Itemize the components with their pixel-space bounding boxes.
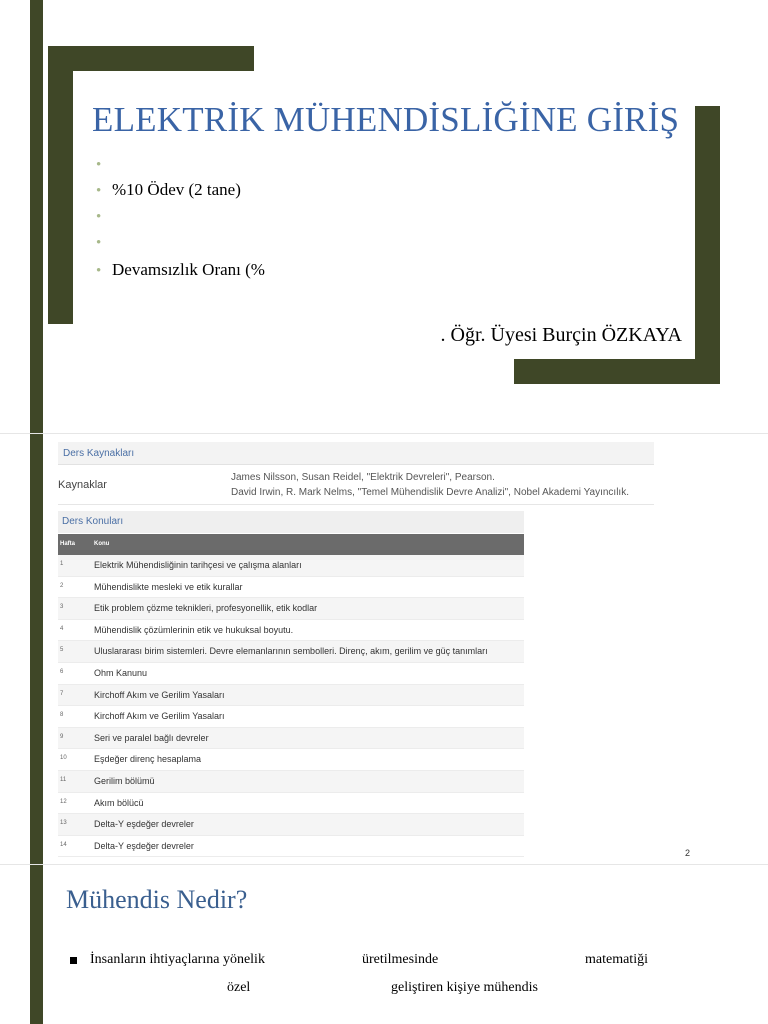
slide-separator [0, 433, 768, 434]
table-row [58, 836, 524, 858]
corner-bracket-top [48, 46, 254, 71]
topic-text: Delta-Y eşdeğer devreler [94, 840, 194, 851]
week-number: 11 [60, 776, 67, 783]
week-number: 6 [60, 668, 64, 675]
body-text-fragment: özel [227, 980, 251, 995]
bullet-item: • %10 Ödev (2 tane) [96, 180, 241, 199]
bullet-dot-icon: • [96, 157, 102, 173]
resource-item: James Nilsson, Susan Reidel, "Elektrik Devreleri", Pearson. [231, 472, 495, 483]
bullet-dot-icon: • [96, 183, 102, 199]
column-header-week: Hafta [60, 541, 76, 547]
table-row [58, 706, 524, 728]
bullet-dot-icon: • [96, 209, 102, 225]
topic-text: Eşdeğer direnç hesaplama [94, 754, 202, 765]
topic-text: Akım bölücü [94, 797, 144, 808]
table-row [58, 577, 524, 599]
bullet-item [96, 232, 112, 252]
topic-text: Kirchoff Akım ve Gerilim Yasaları [94, 711, 225, 722]
week-number: 3 [60, 604, 64, 611]
table-row [58, 771, 524, 793]
column-header-topic: Konu [94, 541, 110, 547]
table-row [58, 728, 524, 750]
body-text-fragment: üretilmesinde [362, 952, 439, 967]
corner-bracket-right [695, 106, 720, 384]
resources-label: Kaynaklar [58, 479, 107, 491]
page-number: 2 [685, 848, 691, 858]
table-body [58, 555, 524, 857]
topic-text: Gerilim bölümü [94, 775, 155, 786]
topic-text: Delta-Y eşdeğer devreler [94, 819, 194, 830]
author-name: . Öğr. Üyesi Burçin ÖZKAYA [440, 324, 682, 346]
topic-text: Etik problem çözme teknikleri, profesyonellik, etik kodlar [94, 603, 318, 614]
topic-text: Mühendislikte mesleki ve etik kurallar [94, 581, 243, 592]
table-row [58, 641, 524, 663]
week-number: 1 [60, 561, 64, 567]
bullet-item: • Devamsızlık Oranı (% [96, 260, 265, 279]
topic-text: Uluslararası birim sistemleri. Devre elemanlarının sembolleri. Direnç, akım, gerilim ve güç tanımları [94, 646, 488, 657]
left-accent-strip [30, 0, 43, 1024]
table-header [58, 534, 524, 555]
topic-text: Elektrik Mühendisliğinin tarihçesi ve çalışma alanları [94, 560, 302, 570]
bullet-dot-icon: • [96, 263, 102, 279]
topic-text: Ohm Kanunu [94, 667, 148, 678]
table-row [58, 555, 524, 577]
topic-text: Seri ve paralel bağlı devreler [94, 732, 209, 743]
week-number: 5 [60, 647, 64, 654]
topics-header: Ders Konuları [58, 511, 524, 533]
table-row [58, 814, 524, 836]
slide-separator [0, 864, 768, 865]
week-number: 13 [60, 820, 67, 827]
bullet-item [96, 154, 112, 174]
week-number: 8 [60, 712, 64, 719]
bullet-dot-icon: • [96, 235, 102, 251]
body-text-fragment: geliştiren kişiye mühendis [391, 980, 538, 995]
table-row [58, 793, 524, 815]
week-number: 12 [60, 798, 67, 805]
week-number: 10 [60, 755, 67, 762]
table-row [58, 663, 524, 685]
week-number: 7 [60, 690, 64, 697]
bullet-item [96, 206, 112, 226]
table-row [58, 749, 524, 771]
topics-table [58, 534, 524, 857]
table-row [58, 598, 524, 620]
slide3-title: Mühendis Nedir? [66, 885, 248, 914]
body-text-fragment: matematiği [585, 952, 648, 967]
week-number: 2 [60, 582, 64, 589]
square-bullet-icon [70, 957, 77, 964]
slide1-title: ELEKTRİK MÜHENDİSLİĞİNE GİRİŞ [92, 100, 680, 139]
week-number: 4 [60, 625, 64, 632]
week-number: 14 [60, 841, 67, 848]
topic-text: Kirchoff Akım ve Gerilim Yasaları [94, 689, 225, 700]
table-row [58, 620, 524, 642]
resource-item: David Irwin, R. Mark Nelms, "Temel Mühendislik Devre Analizi", Nobel Akademi Yayıncılık. [231, 487, 629, 498]
body-text-fragment: İnsanların ihtiyaçlarına yönelik [90, 952, 265, 967]
corner-bracket-bottom [514, 359, 720, 384]
week-number: 9 [60, 733, 64, 740]
topic-text: Mühendislik çözümlerinin etik ve hukuksal boyutu. [94, 624, 294, 635]
table-row [58, 685, 524, 707]
resources-header: Ders Kaynakları [58, 442, 654, 465]
corner-bracket-left [48, 46, 73, 324]
